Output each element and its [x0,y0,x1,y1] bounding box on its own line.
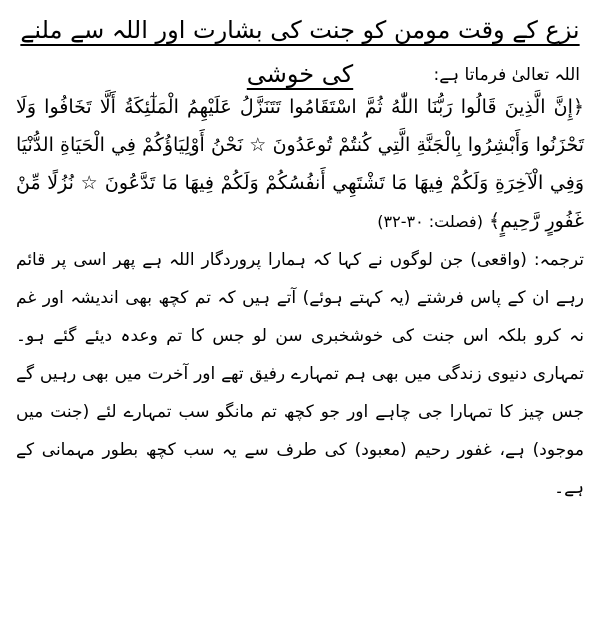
intro-text: اللہ تعالیٰ فرماتا ہے: [433,65,580,85]
page-title: نزع کے وقت مومن کو جنت کی بشارت اور اللہ سے ملنے کی خوشی [20,16,580,88]
translation-label: ترجمہ: [533,250,585,270]
verse-reference: (فصلت: ۳۰-۳۲) [377,212,483,231]
quran-verse [14,88,586,241]
translation-paragraph [14,241,586,507]
verse-text: ﴿إِنَّ الَّذِينَ قَالُوا رَبُّنَا اللّٰهُ ثُمَّ اسْتَقَامُوا تَتَنَزَّلُ عَلَيْهِمُ الْمَلٰٓئِكَةُ أَلَّا تَخَافُوا وَلَا تَحْزَنُوا وَأَبْشِرُوا بِالْجَنَّةِ الَّتِي كُنتُمْ تُوعَدُونَ ☆ نَحْنُ أَوْلِيَاؤُكُمْ فِي الْحَيَاةِ الدُّنْيَا وَفِي الْآخِرَةِ وَلَكُمْ فِيهَا مَا تَشْتَهِي أَنفُسُكُمْ وَلَكُمْ فِيهَا مَا تَدَّعُونَ ☆ نُزُلًا مِّنْ غَفُورٍ رَّحِيمٍ﴾ [16,96,584,232]
translation-text: (واقعی) جن لوگوں نے کہا کہ ہمارا پروردگار اللہ ہے پھر اسی پر قائم رہے ان کے پاس فرشتے (یہ کہتے ہوئے) آتے ہیں کہ تم کچھ بھی اندیشہ اور غم نہ کرو بلکہ اس جنت کی خوشخبری سن لو جس کا تم وعدہ دیئے گئے ہو۔ تمہاری دنیوی زندگی میں بھی ہم تمہارے رفیق تھے اور آخرت میں بھی رہیں گے جس چیز کا تمہارا جی چاہے اور جو کچھ تم مانگو سب تمہارے لئے (جنت میں موجود) ہے، غفور رحیم (معبود) کی طرف سے یہ سب کچھ بطور مہمانی کے ہے۔ [16,250,584,498]
